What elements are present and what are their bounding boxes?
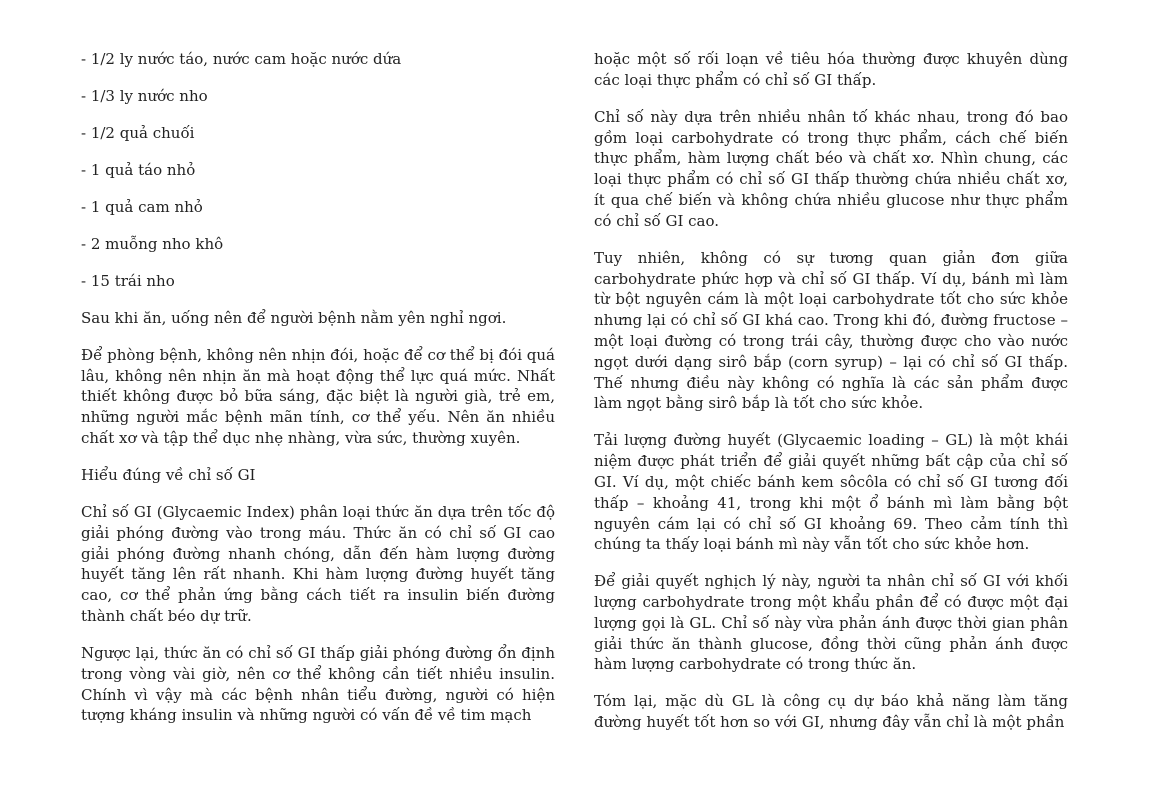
paragraph-continuation: hoặc một số rối loạn về tiêu hóa thường được khuyên dùng các loại thực phẩm có chỉ số GI thấp.	[594, 50, 1068, 89]
list-item: - 2 muỗng nho khô	[81, 234, 224, 253]
paragraph-prevention: Để phòng bệnh, không nên nhịn đói, hoặc để cơ thể bị đói quá lâu, không nên nhịn ăn mà hoạt động thể lực quá mức. Nhất thiết không được bỏ bữa sáng, đặc biệt là người già, trẻ em, những người mắc bệnh mãn tính, cơ thể yếu. Nên ăn nhiều chất xơ và tập thể dục nhẹ nhàng, vừa sức, thường xuyên.	[81, 345, 555, 448]
paragraph-summary: Tóm lại, mặc dù GL là công cụ dự báo khả năng làm tăng đường huyết tốt hơn so với GI, nhưng đây vẫn chỉ là một phần	[594, 692, 1068, 732]
list-item: - 1/2 ly nước táo, nước cam hoặc nước dứa	[81, 50, 402, 68]
paragraph-gi-definition: Chỉ số GI (Glycaemic Index) phân loại thức ăn dựa trên tốc độ giải phóng đường vào trong máu. Thức ăn có chỉ số GI cao giải phóng đường nhanh chóng, dẫn đến hàm lượng đường huyết tăng lên rất nhanh. Khi hàm lượng đường huyết tăng cao, cơ thể phản ứng bằng cách tiết ra insulin biến đường thành chất béo dự trữ.	[81, 503, 555, 626]
list-item: - 15 trái nho	[81, 271, 175, 290]
paragraph-factors: Chỉ số này dựa trên nhiều nhân tố khác nhau, trong đó bao gồm loại carbohydrate có trong thực phẩm, cách chế biến thực phẩm, hàm lượng chất béo và chất xơ. Nhìn chung, các loại thực phẩm có chỉ số GI thấp thường chứa nhiều chất xơ, ít qua chế biến và không chứa nhiều glucose như thực phẩm có chỉ số GI cao.	[594, 107, 1068, 230]
right-column	[594, 49, 1068, 749]
paragraph-gl: Tải lượng đường huyết (Glycaemic loading – GL) là một khái niệm được phát triển để giải quyết những bất cập của chỉ số GI. Ví dụ, một chiếc bánh kem sôcôla có chỉ số GI tương đối thấp – khoảng 41, trong khi một ổ bánh mì làm bằng bột nguyên cám lại có chỉ số GI khoảng 69. Theo cảm tính thì chúng ta thấy loại bánh mì này vẫn tốt cho sức khỏe hơn.	[594, 431, 1068, 554]
paragraph-low-gi: Ngược lại, thức ăn có chỉ số GI thấp giải phóng đường ổn định trong vòng vài giờ, nên cơ thể không cần tiết nhiều insulin. Chính vì vậy mà các bệnh nhân tiểu đường, người có hiện tượng kháng insulin và những người có vấn đề về tim mạch	[81, 644, 555, 725]
list-item: - 1/3 ly nước nho	[81, 86, 208, 105]
paragraph-however: Tuy nhiên, không có sự tương quan giản đơn giữa carbohydrate phức hợp và chỉ số GI thấp. Ví dụ, bánh mì làm từ bột nguyên cám là một loại carbohydrate tốt cho sức khỏe nhưng lại có chỉ số GI khá cao. Trong khi đó, đường fructose – một loại đường có trong trái cây, thường được cho vào nước ngọt dưới dạng sirô bắp (corn syrup) – lại có chỉ số GI thấp. Thế nhưng điều này không có nghĩa là các sản phẩm được làm ngọt bằng sirô bắp là tốt cho sức khỏe.	[594, 248, 1068, 413]
paragraph-resolve: Để giải quyết nghịch lý này, người ta nhân chỉ số GI với khối lượng carbohydrate trong một khẩu phần để có được một đại lượng gọi là GL. Chỉ số này vừa phản ánh được thời gian phân giải thức ăn thành glucose, đồng thời cũng phản ánh được hàm lượng carbohydrate có trong thức ăn.	[594, 572, 1068, 674]
section-heading-gi: Hiểu đúng về chỉ số GI	[81, 466, 256, 485]
list-item: - 1/2 quả chuối	[81, 123, 195, 142]
list-item: - 1 quả táo nhỏ	[81, 160, 196, 179]
list-item: - 1 quả cam nhỏ	[81, 197, 203, 216]
paragraph-after-meal: Sau khi ăn, uống nên để người bệnh nằm yên nghỉ ngơi.	[81, 308, 507, 327]
left-column	[81, 49, 555, 742]
